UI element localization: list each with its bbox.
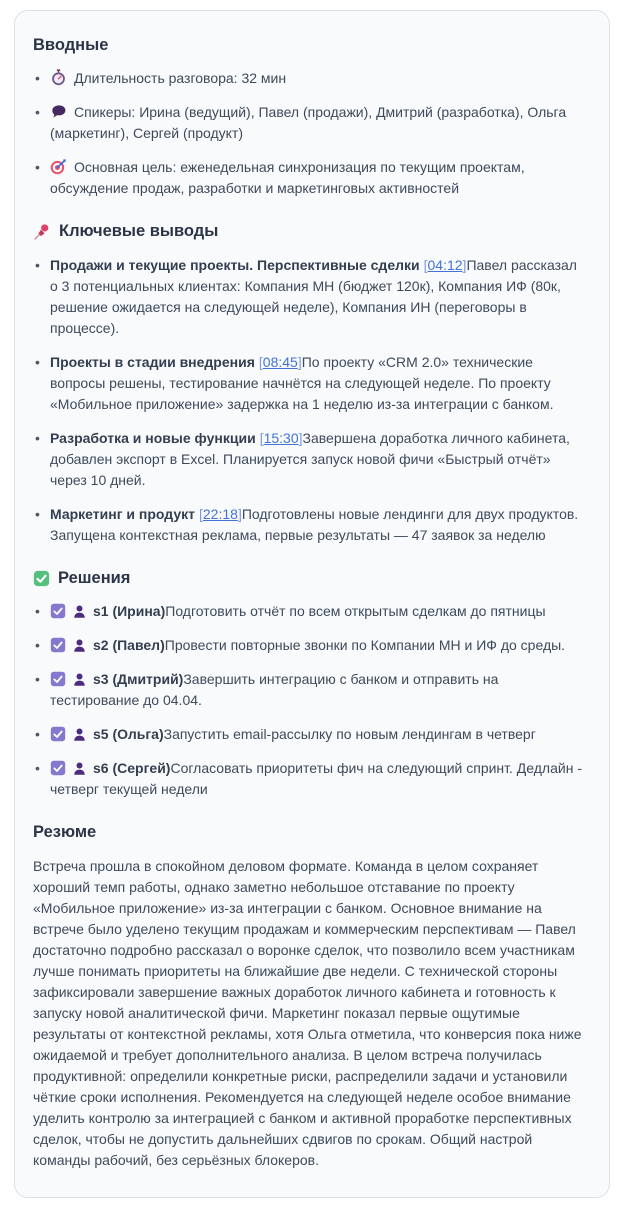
timestamp-link[interactable]: 04:12 xyxy=(427,256,463,273)
decision-owner: s1 (Ирина) xyxy=(93,603,166,620)
timestamp: [22:18] xyxy=(199,505,242,522)
timestamp-link[interactable]: 22:18 xyxy=(202,505,238,522)
checkbox-checked-icon xyxy=(50,760,66,776)
list-item xyxy=(33,255,587,339)
person-icon xyxy=(72,761,87,776)
check-green-icon xyxy=(33,570,50,587)
person-icon xyxy=(72,727,87,742)
finding-topic: Разработка и новые функции xyxy=(50,429,256,446)
decision-owner: s5 (Ольга) xyxy=(93,726,164,743)
checkbox-checked-icon xyxy=(50,671,66,687)
finding-text: По проекту «CRM 2.0» технические вопросы решены, тестирование начнётся на следующей неделе. По проекту «Мобильное приложение» задержка на 1 неделю из-за интеграции с банком. xyxy=(50,353,554,412)
decisions-list xyxy=(33,601,587,800)
decision-text: Провести повторные звонки по Компании МН и ИФ до среды. xyxy=(164,637,566,654)
pushpin-icon xyxy=(33,223,51,241)
checkbox-checked-icon xyxy=(50,637,66,653)
list-item xyxy=(33,504,587,546)
section-title-intro: Вводные xyxy=(33,36,109,54)
timestamp: [08:45] xyxy=(258,353,302,370)
section-title-summary: Резюме xyxy=(33,823,97,842)
intro-item-text: Спикеры: Ирина (ведущий), Павел (продажи), Дмитрий (разработка), Ольга (маркетинг), Сергей (продукт) xyxy=(50,104,567,142)
decision-owner: s2 (Павел) xyxy=(93,637,165,654)
intro-item-text: Длительность разговора: 32 мин xyxy=(74,70,287,87)
timestamp: [15:30] xyxy=(259,429,303,446)
meeting-summary-card xyxy=(14,10,610,1198)
finding-topic: Проекты в стадии внедрения xyxy=(50,353,255,370)
target-icon xyxy=(50,158,67,175)
section-title-text: Решения xyxy=(58,568,131,587)
checkbox-checked-icon xyxy=(50,603,66,619)
decision-owner: s3 (Дмитрий) xyxy=(93,671,184,688)
list-item xyxy=(33,601,587,622)
stopwatch-icon xyxy=(50,69,67,86)
list-item xyxy=(33,102,587,144)
speech-balloon-icon xyxy=(50,103,67,120)
finding-text: Подготовлены новые лендинги для двух продуктов. Запущена контекстная реклама, первые результаты — 47 заявок за неделю xyxy=(50,505,579,543)
person-icon xyxy=(72,672,87,687)
key-findings-list xyxy=(33,255,587,546)
list-item xyxy=(33,669,587,711)
list-item xyxy=(33,352,587,415)
finding-text: Павел рассказал о 3 потенциальных клиентах: Компания МН (бюджет 120к), Компания ИФ (80к, решение ожидается на следующей неделе), Компания ИН (переговоры в процессе). xyxy=(50,256,577,336)
finding-topic: Маркетинг и продукт xyxy=(50,505,195,522)
decision-owner: s6 (Сергей) xyxy=(93,760,171,777)
timestamp-link[interactable]: 15:30 xyxy=(263,429,299,446)
decision-text: Завершить интеграцию с банком и отправить на тестирование до 04.04. xyxy=(50,671,499,709)
timestamp: [04:12] xyxy=(423,256,467,273)
summary-paragraph: Встреча прошла в спокойном деловом формате. Команда в целом сохраняет хороший темп работы, однако заметно небольшое отставание по проекту «Мобильное приложение» из-за интеграции с банком. Основное внимание на встрече было уделено текущим продажам и коммерческим перспективам — Павел достаточно подробно рассказал о воронке сделок, что позволило всем участникам лучше понимать приоритеты на ближайшие две недели. С технической стороны зафиксировали завершение важных доработок личного кабинета и готовность к запуску новой аналитической фичи. Маркетинг показал первые ощутимые результаты от контекстной рекламы, хотя Ольга отметила, что конверсия пока ниже ожидаемой и требует дополнительного анализа. В целом встреча получилась продуктивной: определили конкретные риски, распределили задачи и установили чёткие сроки исполнения. Рекомендуется на следующей неделе особое внимание уделить контролю за интеграцией с банком и активной проработке перспективных сделок, чтобы не допустить дальнейших сдвигов по срокам. Общий настрой команды рабочий, без серьёзных блокеров. xyxy=(33,857,582,1168)
person-icon xyxy=(72,604,87,619)
timestamp-link[interactable]: 08:45 xyxy=(262,353,298,370)
person-icon xyxy=(72,638,87,653)
section-title-decisions xyxy=(33,568,587,589)
finding-text: Завершена доработка личного кабинета, добавлен экспорт в Excel. Планируется запуск новой фичи «Быстрый отчёт» через 10 дней. xyxy=(50,429,570,488)
section-title-key-findings xyxy=(33,221,587,242)
list-item xyxy=(33,157,587,199)
list-item xyxy=(33,68,587,89)
decision-text: Запустить email-рассылку по новым лендингам в четверг xyxy=(163,726,536,743)
finding-topic: Продажи и текущие проекты. Перспективные сделки xyxy=(50,256,420,273)
intro-list xyxy=(33,68,587,199)
intro-item-text: Основная цель: еженедельная синхронизация по текущим проектам, обсуждение продаж, разработки и маркетинговых активностей xyxy=(50,159,525,197)
decision-text: Согласовать приоритеты фич на следующий спринт. Дедлайн - четверг текущей недели xyxy=(50,760,582,798)
checkbox-checked-icon xyxy=(50,726,66,742)
decision-text: Подготовить отчёт по всем открытым сделкам до пятницы xyxy=(165,603,546,620)
list-item xyxy=(33,758,587,800)
list-item xyxy=(33,635,587,656)
list-item xyxy=(33,428,587,491)
section-title-text: Ключевые выводы xyxy=(59,222,219,241)
list-item xyxy=(33,724,587,745)
